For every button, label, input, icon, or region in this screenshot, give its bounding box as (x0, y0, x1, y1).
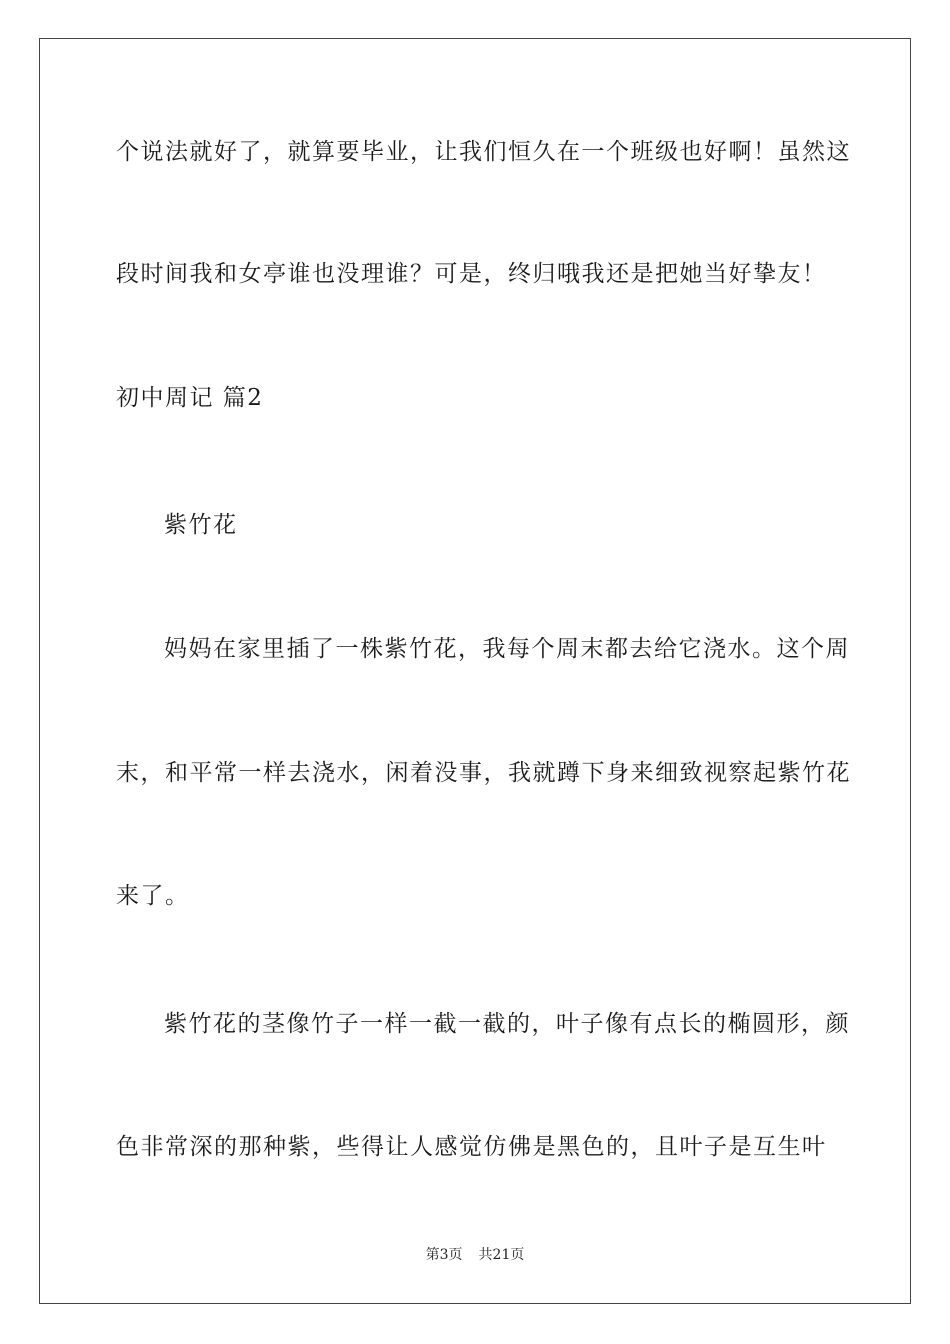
body-text-line-1: 个说法就好了，就算要毕业，让我们恒久在一个班级也好啊！虽然这 (116, 139, 851, 165)
body-text-line-5: 来了。 (116, 883, 190, 909)
page-footer (0, 1245, 950, 1265)
body-text-line-2: 段时间我和女亭谁也没理谁？可是，终归哦我还是把她当好挚友！ (116, 261, 827, 287)
page-number: 第3页 (425, 1247, 463, 1263)
body-text-line-3: 妈妈在家里插了一株紫竹花，我每个周末都去给它浇水。这个周 (164, 636, 850, 662)
section-heading: 初中周记 篇2 (116, 385, 264, 411)
body-text-line-6: 紫竹花的茎像竹子一样一截一截的，叶子像有点长的椭圆形，颜 (164, 1011, 850, 1037)
essay-title: 紫竹花 (164, 512, 238, 538)
body-text-line-7: 色非常深的那种紫，些得让人感觉仿佛是黑色的，且叶子是互生叶 (116, 1134, 827, 1160)
page-border (39, 38, 911, 1304)
page-total: 共21页 (478, 1247, 525, 1263)
body-text-line-4: 末，和平常一样去浇水，闲着没事，我就蹲下身来细致视察起紫竹花 (116, 760, 851, 786)
